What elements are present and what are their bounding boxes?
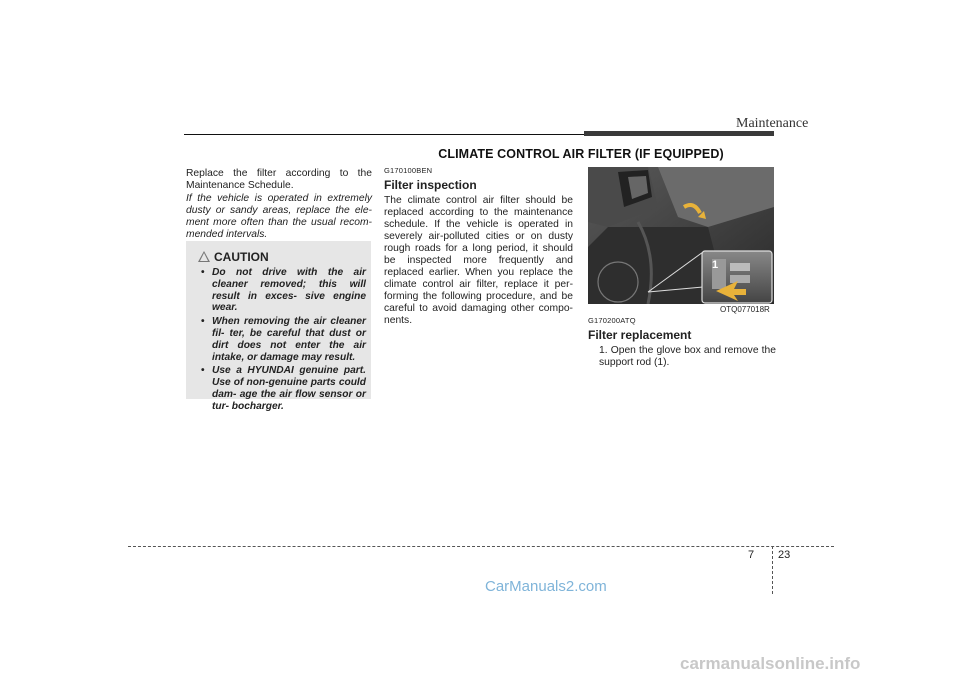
glove-box-illustration (588, 167, 774, 304)
section-header: Maintenance (736, 116, 809, 131)
header-rule (184, 134, 584, 135)
footer-divider (772, 546, 773, 594)
page-number: 23 (778, 549, 791, 561)
caution-box (186, 241, 371, 412)
watermark-carmanuals2[interactable]: CarManuals2.com (485, 578, 607, 595)
replacement-section (588, 316, 776, 369)
inspection-code: G170100BEN (384, 166, 433, 175)
caution-item: • Use a HYUNDAI genuine part. Use of non-genuine parts could dam- age the air flow sensor or tur- bocharger. (194, 365, 366, 412)
page-title: CLIMATE CONTROL AIR FILTER (IF EQUIPPED) (438, 147, 724, 161)
watermark-carmanualsonline[interactable]: carmanualsonline.info (680, 654, 861, 673)
glove-box-photo (588, 167, 774, 304)
replacement-heading: Filter replacement (588, 328, 692, 342)
intro-note: If the vehicle is operated in extremely dusty or sandy areas, replace the ele- ment more often than the usual recom- mended intervals. (186, 193, 372, 240)
caution-item: • Do not drive with the air cleaner removed; this will result in exces- sive engine wear. (194, 267, 366, 314)
caution-item: • When removing the air cleaner fil- ter, be careful that dust or dirt does not enter the air intake, or damage may result. (194, 316, 366, 363)
warning-icon (198, 251, 210, 262)
footer-rule (128, 546, 834, 547)
intro-column (186, 168, 372, 241)
figure-caption: OTQ077018R (720, 305, 770, 314)
inspection-body: The climate control air filter should be replaced according to the maintenance schedule. If the vehicle is operated in severely air-polluted cities or on dusty rough roads for a long period, it should be inspected more frequently and replaced earlier. When you replace the climate control air filter, replace it per- forming the following procedure, and be careful to avoid damaging other compo- nents. (384, 195, 573, 326)
caution-heading (198, 250, 269, 264)
chapter-number: 7 (748, 549, 755, 561)
caution-list (194, 267, 366, 415)
intro-text: Replace the filter according to the Maintenance Schedule. (186, 168, 372, 191)
inspection-section (384, 166, 573, 327)
replacement-code: G170200ATQ (588, 316, 636, 325)
inspection-heading: Filter inspection (384, 178, 477, 192)
header-rule-accent (584, 131, 774, 136)
caution-label: CAUTION (214, 250, 269, 264)
callout-number: 1 (712, 259, 719, 271)
replacement-step: 1. Open the glove box and remove the support rod (1). (599, 345, 776, 368)
